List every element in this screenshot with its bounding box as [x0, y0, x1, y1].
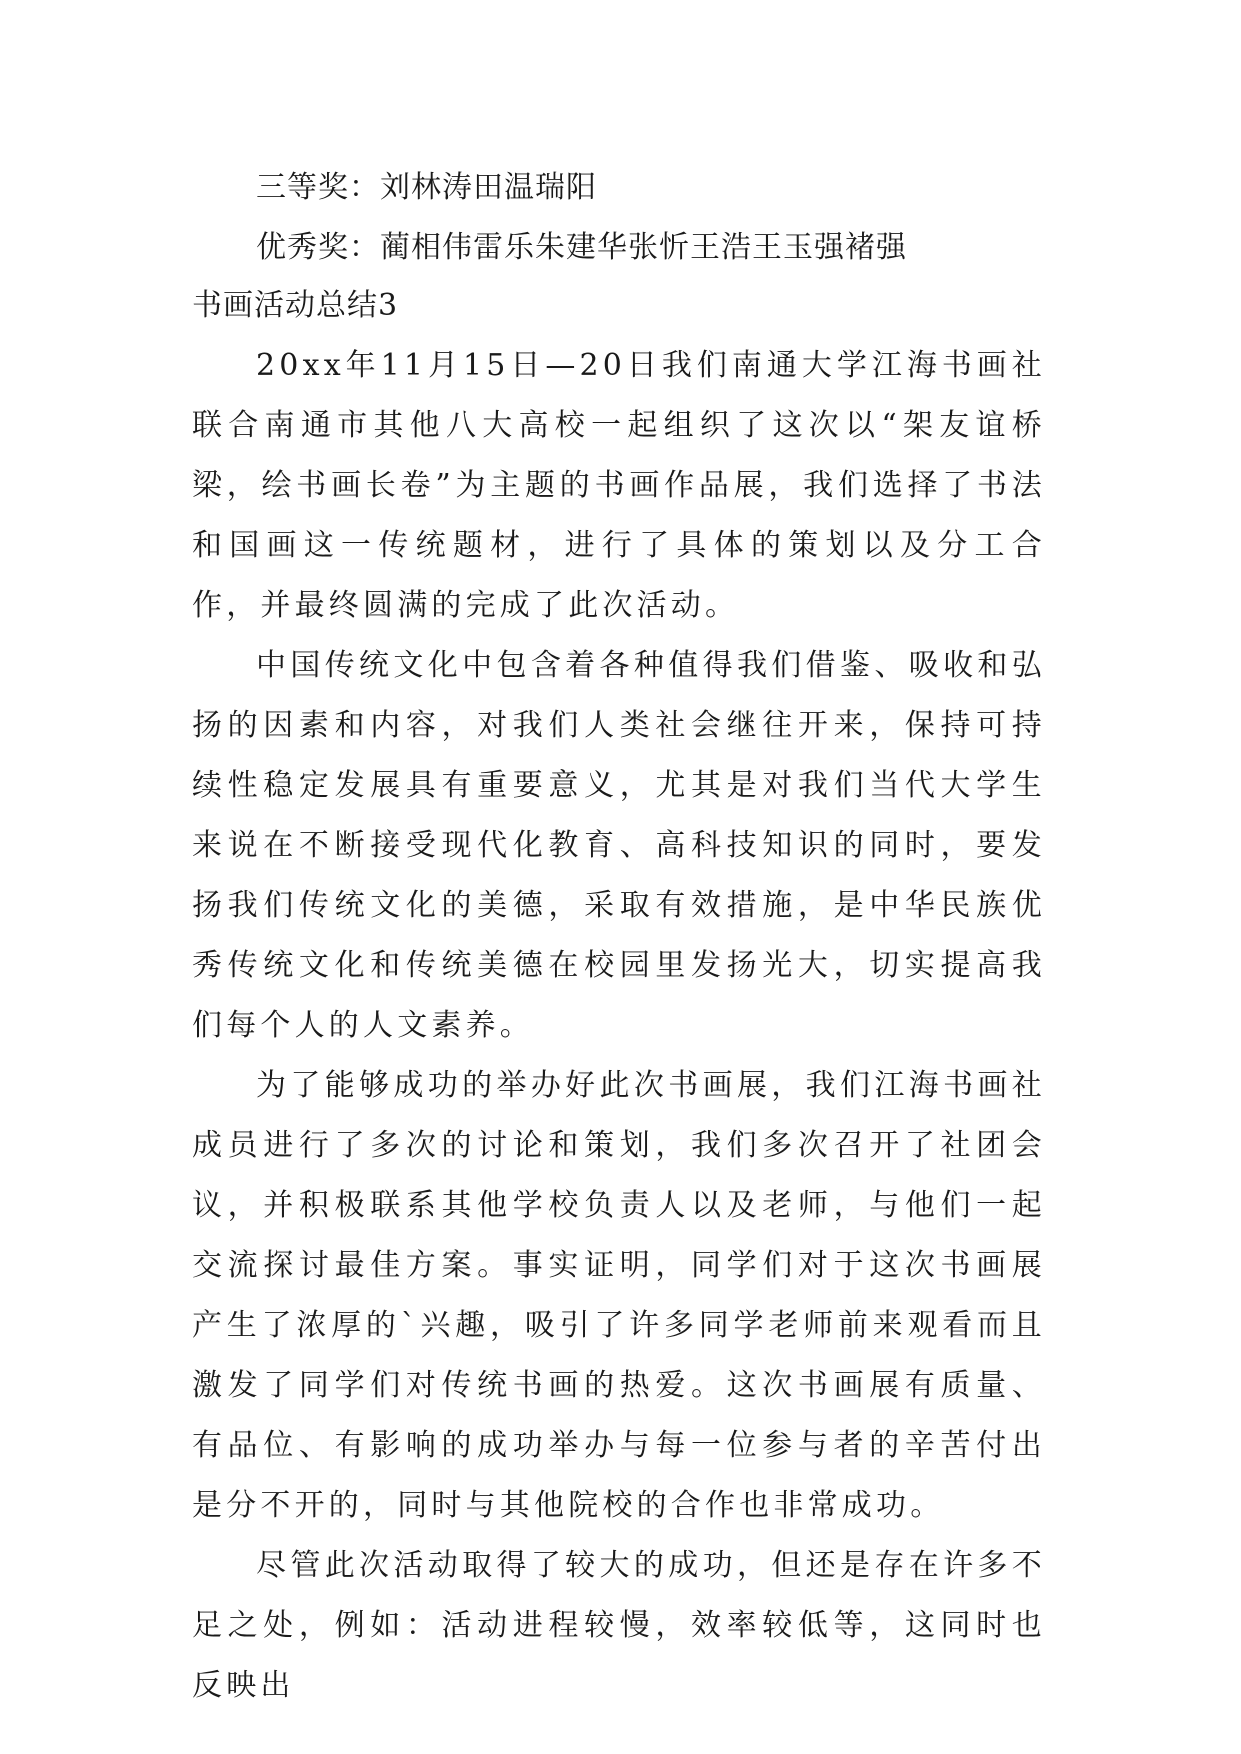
section-title: 书画活动总结3: [192, 288, 399, 323]
award-third-prize: 三等奖：刘林涛田温瑞阳: [256, 170, 597, 205]
paragraph-1: 20xx年11月15日—20日我们南通大学江海书画社联合南通市其他八大高校一起组织了这次以“架友谊桥梁，绘书画长卷”为主题的书画作品展，我们选择了书法和国画这一传统题材，进行了具体的策划以及分工合作，并最终圆满的完成了此次活动。: [192, 348, 1046, 623]
paragraph-4: 尽管此次活动取得了较大的成功，但还是存在许多不足之处，例如：活动进程较慢，效率较低等，这同时也反映出: [192, 1548, 1046, 1703]
document-body: [192, 158, 1046, 1716]
award-excellence-prize: 优秀奖：蔺相伟雷乐朱建华张忻王浩王玉强褚强: [256, 230, 907, 265]
paragraph-3: 为了能够成功的举办好此次书画展，我们江海书画社成员进行了多次的讨论和策划，我们多次召开了社团会议，并积极联系其他学校负责人以及老师，与他们一起交流探讨最佳方案。事实证明，同学们对于这次书画展产生了浓厚的`兴趣，吸引了许多同学老师前来观看而且激发了同学们对传统书画的热爱。这次书画展有质量、有品位、有影响的成功举办与每一位参与者的辛苦付出是分不开的，同时与其他院校的合作也非常成功。: [192, 1068, 1046, 1523]
paragraph-2: 中国传统文化中包含着各种值得我们借鉴、吸收和弘扬的因素和内容，对我们人类社会继往开来，保持可持续性稳定发展具有重要意义，尤其是对我们当代大学生来说在不断接受现代化教育、高科技知识的同时，要发扬我们传统文化的美德，采取有效措施，是中华民族优秀传统文化和传统美德在校园里发扬光大，切实提高我们每个人的人文素养。: [192, 648, 1046, 1043]
